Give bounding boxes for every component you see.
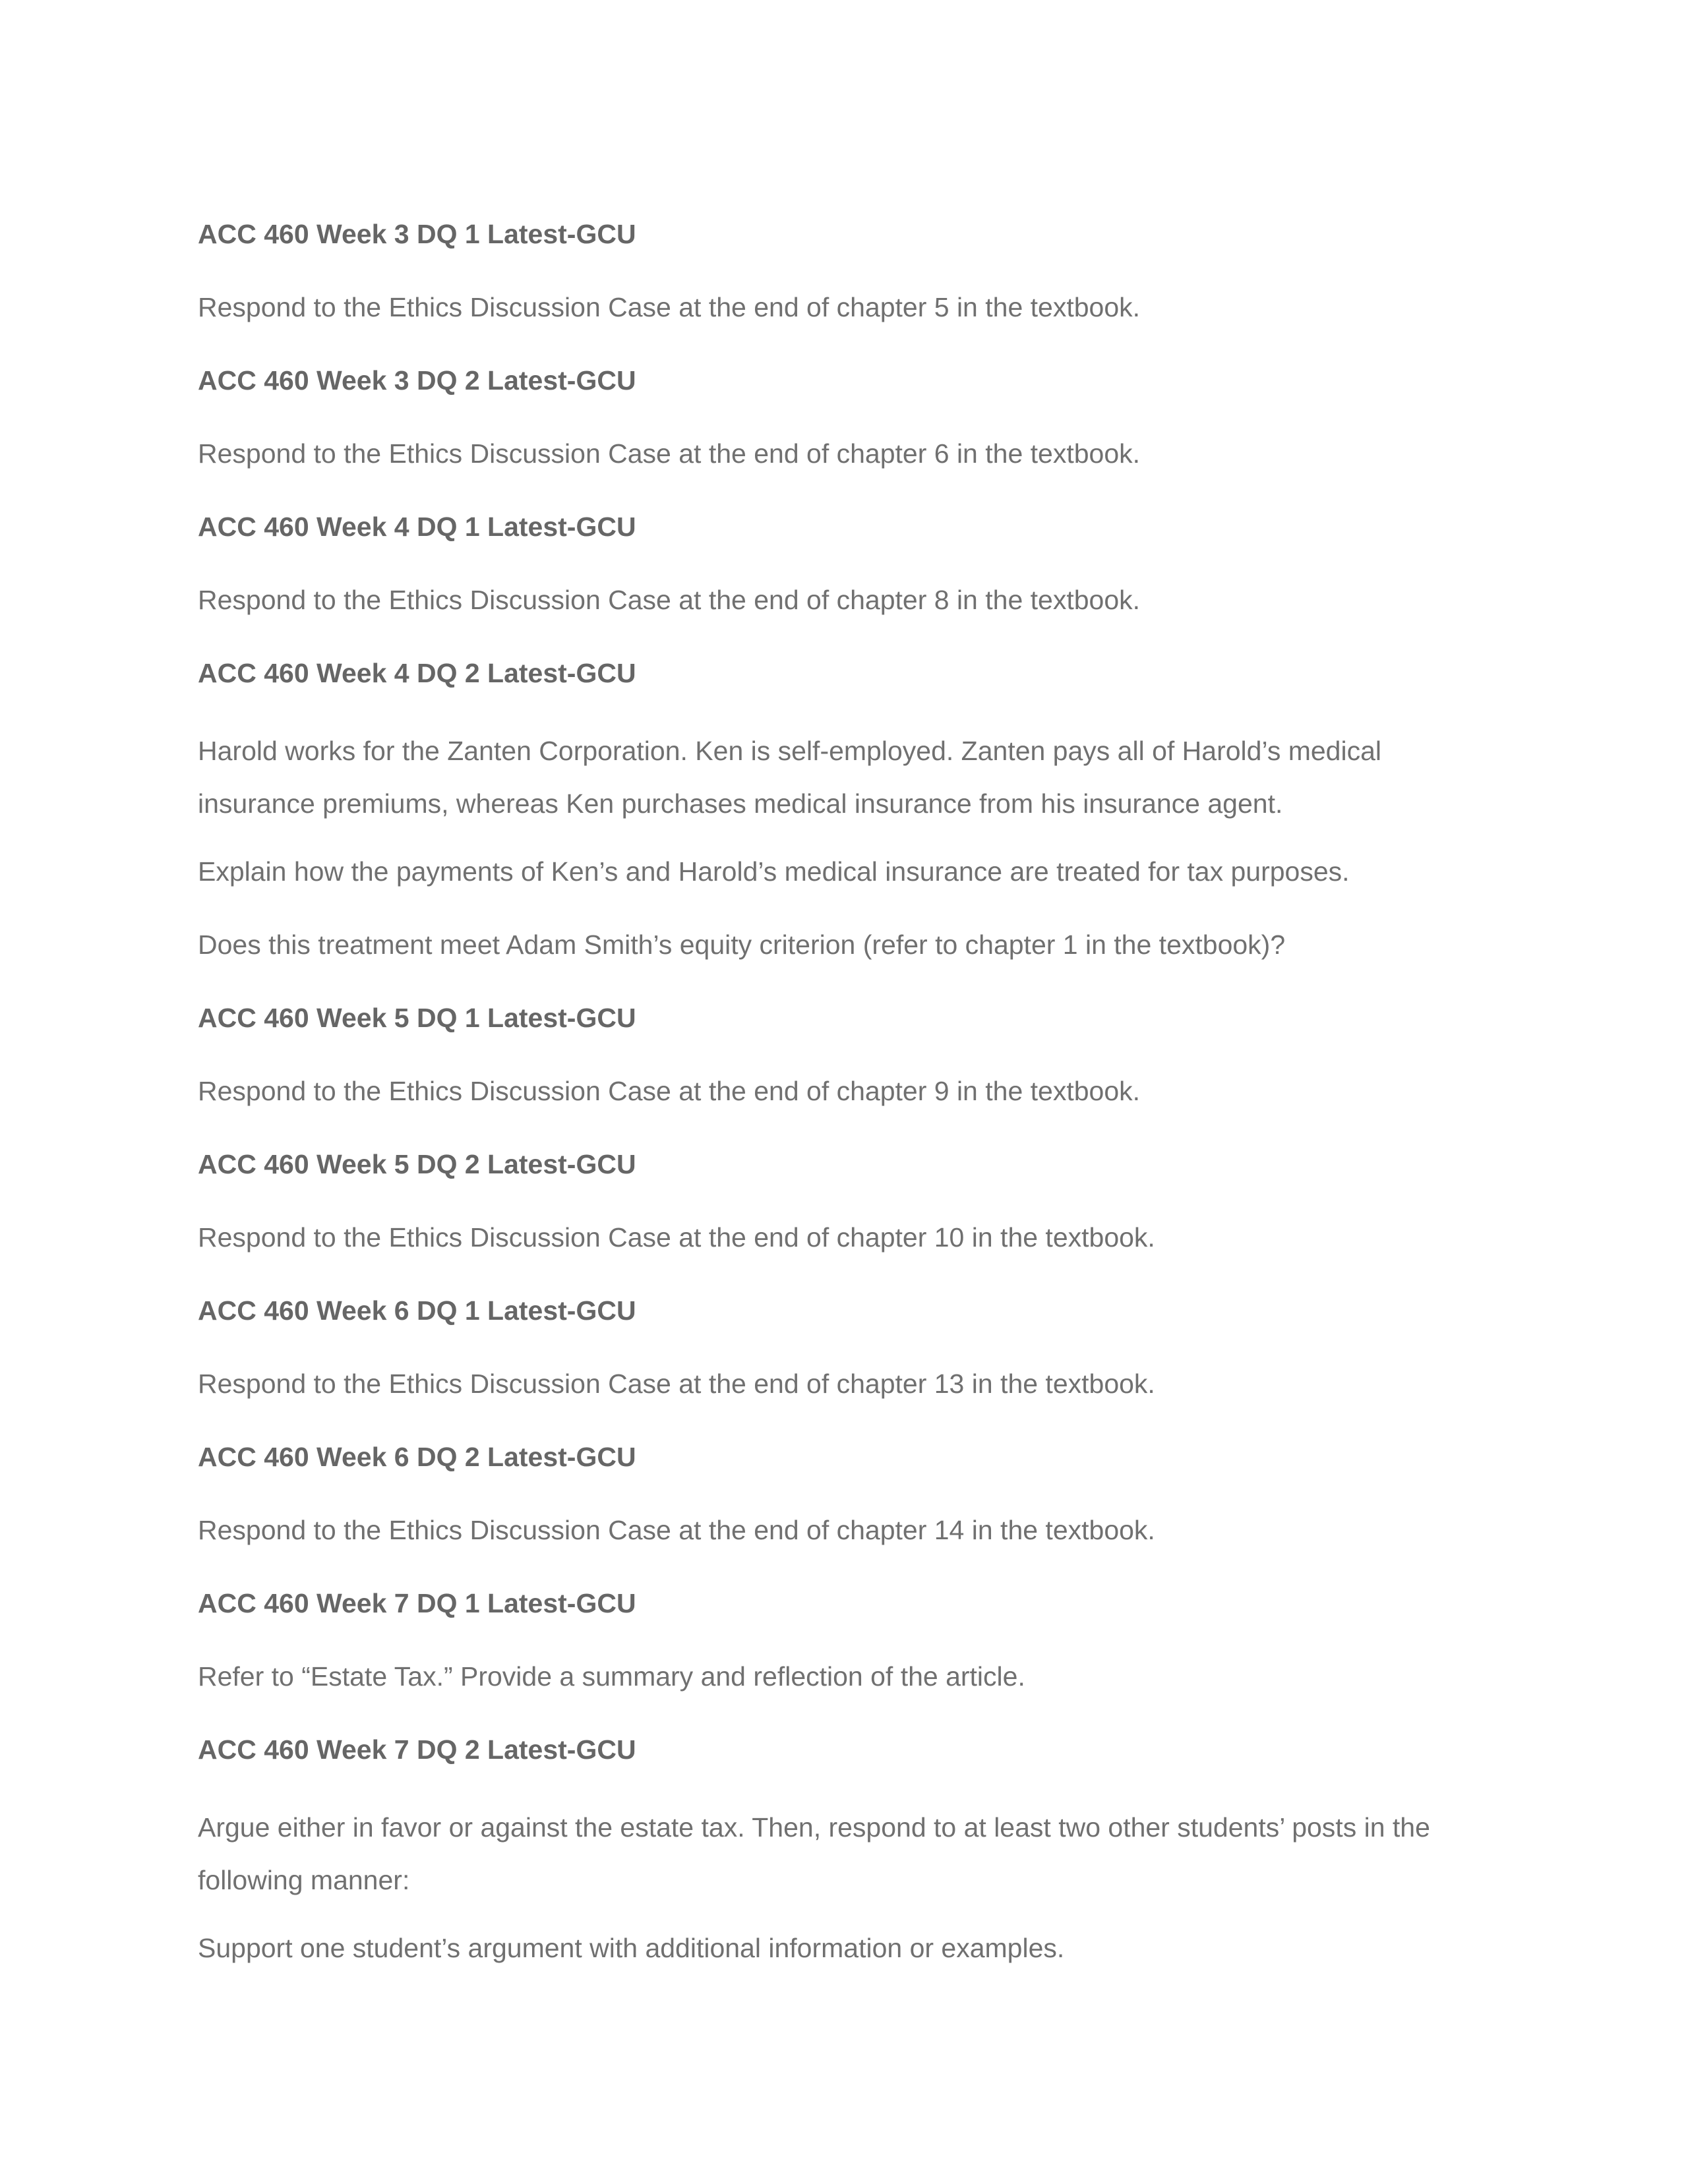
section-heading-week7-dq1: ACC 460 Week 7 DQ 1 Latest-GCU	[198, 1588, 636, 1618]
section-body-week5-dq2: Respond to the Ethics Discussion Case at the end of chapter 10 in the textbook.	[198, 1222, 1155, 1253]
section-body-week7-dq2-instructions: Argue either in favor or against the estate tax. Then, respond to at least two other students’ posts in the following manner:	[198, 1812, 1430, 1895]
section-body-week4-dq2-question1: Explain how the payments of Ken’s and Harold’s medical insurance are treated for tax purposes.	[198, 856, 1350, 887]
section-heading-week3-dq2: ACC 460 Week 3 DQ 2 Latest-GCU	[198, 365, 636, 396]
section-heading-week4-dq1: ACC 460 Week 4 DQ 1 Latest-GCU	[198, 512, 636, 542]
section-body-week4-dq1: Respond to the Ethics Discussion Case at the end of chapter 8 in the textbook.	[198, 585, 1141, 615]
section-heading-week4-dq2: ACC 460 Week 4 DQ 2 Latest-GCU	[198, 658, 636, 688]
section-body-week4-dq2-scenario: Harold works for the Zanten Corporation. Ken is self-employed. Zanten pays all of Harold’s medical insurance premiums, whereas Ken purchases medical insurance from his insurance agent.	[198, 736, 1381, 819]
section-body-week7-dq1: Refer to “Estate Tax.” Provide a summary and reflection of the article.	[198, 1661, 1025, 1692]
document-content	[198, 212, 1503, 1999]
section-body-week4-dq2-question2: Does this treatment meet Adam Smith’s equity criterion (refer to chapter 1 in the textbook)?	[198, 930, 1286, 960]
section-heading-week3-dq1: ACC 460 Week 3 DQ 1 Latest-GCU	[198, 219, 636, 249]
section-body-week7-dq2-support: Support one student’s argument with additional information or examples.	[198, 1933, 1065, 1963]
section-heading-week6-dq1: ACC 460 Week 6 DQ 1 Latest-GCU	[198, 1295, 636, 1326]
section-heading-week6-dq2: ACC 460 Week 6 DQ 2 Latest-GCU	[198, 1442, 636, 1472]
section-heading-week7-dq2: ACC 460 Week 7 DQ 2 Latest-GCU	[198, 1734, 636, 1765]
section-body-week5-dq1: Respond to the Ethics Discussion Case at the end of chapter 9 in the textbook.	[198, 1076, 1141, 1106]
section-body-week6-dq2: Respond to the Ethics Discussion Case at the end of chapter 14 in the textbook.	[198, 1515, 1155, 1545]
section-body-week6-dq1: Respond to the Ethics Discussion Case at the end of chapter 13 in the textbook.	[198, 1369, 1155, 1399]
section-heading-week5-dq2: ACC 460 Week 5 DQ 2 Latest-GCU	[198, 1149, 636, 1179]
section-body-week3-dq2: Respond to the Ethics Discussion Case at the end of chapter 6 in the textbook.	[198, 438, 1141, 469]
section-body-week3-dq1: Respond to the Ethics Discussion Case at the end of chapter 5 in the textbook.	[198, 292, 1141, 322]
section-heading-week5-dq1: ACC 460 Week 5 DQ 1 Latest-GCU	[198, 1003, 636, 1033]
